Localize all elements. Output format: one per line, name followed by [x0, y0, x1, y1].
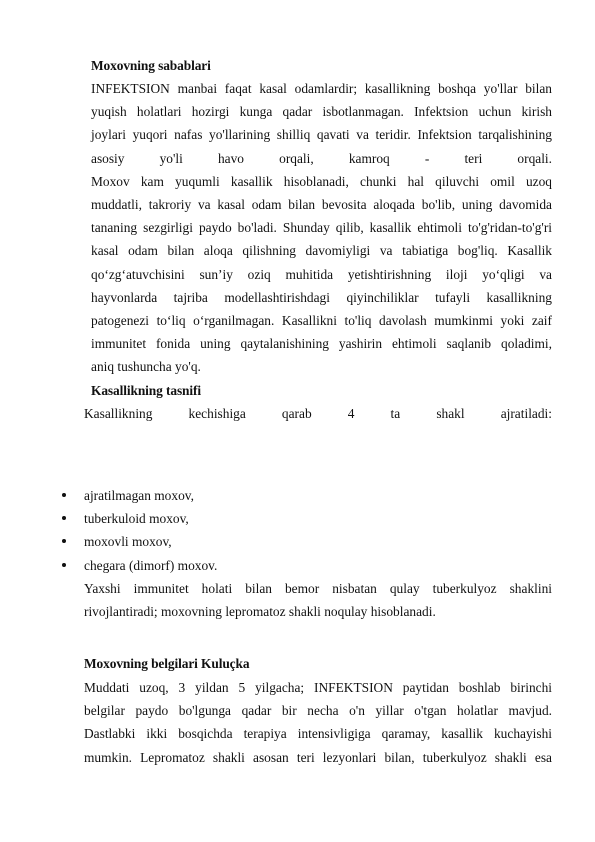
classification-list [62, 484, 542, 577]
list-item [62, 530, 542, 553]
section3-paragraph [84, 676, 552, 769]
list-item [62, 507, 542, 530]
text-line: asosiy yo'li havo orqali, kamroq - teri orqali. [91, 150, 552, 166]
text-line: yuqish holatlari hozirgi kunga qadar isbotlanmagan. Infektsion uchun kirish [91, 104, 552, 120]
text-line: rivojlantiradi; moxovning lepromatoz shakli noqulay hisoblanadi. [84, 604, 436, 620]
text-line: patogenezi to‘liq o‘rganilmagan. Kasallikni to'liq davolash mumkinmi yoki zaif [91, 313, 552, 329]
bullet-icon [62, 563, 66, 567]
list-item-text: ajratilmagan moxov, [84, 488, 194, 503]
bullet-icon [62, 516, 66, 520]
section-heading-tasnifi: Kasallikning tasnifi [91, 383, 201, 398]
section-heading-sabablari: Moxovning sabablari [91, 58, 211, 73]
text-line: immunitet fonida uning qaytalanishining yashirin ehtimoli saqlanib qoladimi, [91, 336, 552, 352]
section2-paragraph [84, 577, 552, 623]
text-line: belgilar paydo bo'lgunga qadar bir necha o'n yillar o'tgan holatlar mavjud. [84, 703, 552, 719]
text-line: INFEKTSION manbai faqat kasal odamlardir; kasallikning boshqa yo'llar bilan [91, 81, 552, 96]
text-line: hayvonlarda tajriba modellashtirishdagi qiyinchiliklar tufayli kasallikning [91, 289, 552, 305]
list-item-text: tuberkuloid moxov, [84, 511, 189, 527]
text-line: Moxov kam yuqumli kasallik hisoblanadi, chunki hal qiluvchi omil uzoq [91, 173, 552, 189]
list-item [62, 554, 542, 577]
section1-paragraph [91, 77, 552, 379]
section-heading-belgilari: Moxovning belgilari Kuluçka [84, 656, 250, 671]
bullet-icon [62, 493, 66, 497]
text-line: tananing sezgirligi paydo bo'ladi. Shunday qilib, kasallik ehtimoli to'g'ridan-to'g'ri [91, 220, 552, 236]
text-line: joylari yuqori nafas yo'llarining shilliq qavati va teridir. Infektsion tarqalishining [91, 127, 552, 143]
text-line: muddatli, takroriy va kasal odam bilan bevosita aloqada bo'lib, uning davomida [91, 197, 552, 213]
section2-intro: Kasallikning kechishiga qarab 4 ta shakl ajratiladi: [84, 406, 552, 421]
text-line: kasal odam bilan aloqa qilishning davomiyligi va tabiatiga bog'liq. Kasallik [91, 243, 552, 259]
text-line: aniq tushuncha yo'q. [91, 359, 201, 375]
list-item-text: moxovli moxov, [84, 534, 172, 550]
text-line: Muddati uzoq, 3 yildan 5 yilgacha; INFEKTSION paytidan boshlab birinchi [84, 680, 552, 695]
text-line: Dastlabki ikki bosqichda terapiya intensivligiga qaramay, kasallik kuchayishi [84, 726, 552, 742]
list-item-text: chegara (dimorf) moxov. [84, 557, 218, 573]
text-line: Yaxshi immunitet holati bilan bemor nisbatan qulay tuberkulyoz shaklini [84, 581, 552, 596]
text-line: mumkin. Lepromatoz shakli asosan teri lezyonlari bilan, tuberkulyoz shakli esa [84, 749, 552, 765]
list-item [62, 484, 542, 507]
bullet-icon [62, 539, 66, 543]
text-line: qo‘zg‘atuvchisini sun’iy oziq muhitida yetishtirishning iloji yo‘qligi va [91, 266, 552, 282]
